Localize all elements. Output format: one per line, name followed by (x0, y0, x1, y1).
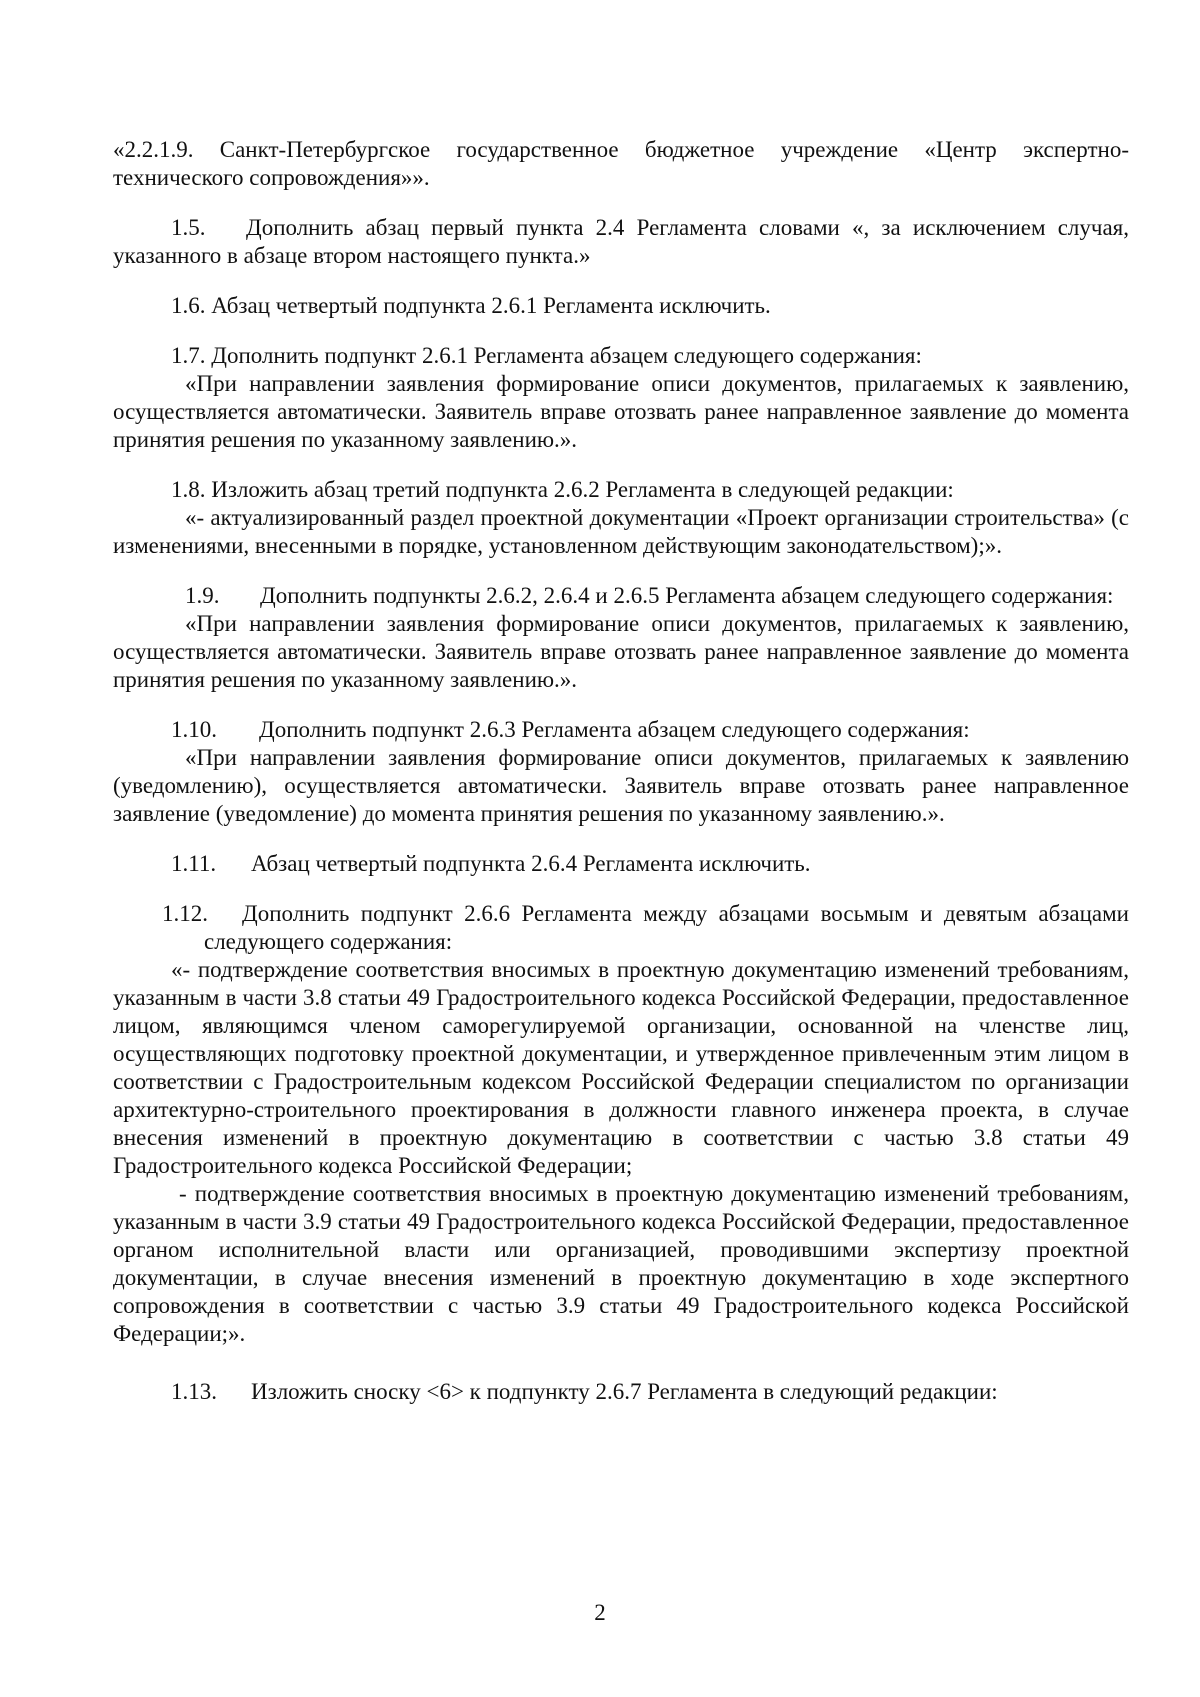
item-1-12-head (113, 900, 1129, 956)
item-text: Изложить сноску <6> к подпункту 2.6.7 Регламента в следующий редакции: (251, 1379, 998, 1404)
item-1-6: 1.6. Абзац четвертый подпункта 2.6.1 Регламента исключить. (171, 293, 771, 318)
item-number: 1.5. (171, 215, 206, 240)
item-1-10-head (113, 716, 1129, 744)
item-text: Дополнить абзац первый пункта 2.4 Регламента словами «, за исключением случая, указанного в абзаце втором настоящего пункта.» (113, 215, 1129, 268)
item-1-9-head (113, 582, 1129, 610)
item-number: 1.12. (162, 901, 208, 926)
item-1-13 (113, 1378, 1129, 1406)
item-1-12-quote-2: - подтверждение соответствия вносимых в проектную документацию изменений требованиям, указанным в части 3.9 статьи 49 Градостроительного кодекса Российской Федерации, предоставленное органом исполнительной власти или организацией, проводившими экспертизу проектной документации, в случае внесения изменений в проектную документацию в ходе экспертного сопровождения в соответствии с частью 3.9 статьи 49 Градостроительного кодекса Российской Федерации;». (113, 1181, 1129, 1346)
item-text: Дополнить подпункт 2.6.6 Регламента между абзацами восьмым и девятым абзацами следующего содержания: (204, 901, 1129, 954)
item-text: Дополнить подпункты 2.6.2, 2.6.4 и 2.6.5 Регламента абзацем следующего содержания: (260, 583, 1114, 608)
item-1-8-head: 1.8. Изложить абзац третий подпункта 2.6.2 Регламента в следующей редакции: (171, 477, 954, 502)
item-number: 1.11. (171, 851, 217, 876)
document-page (113, 136, 1129, 1406)
paragraph-2-2-1-9: «2.2.1.9. Санкт-Петербургское государственное бюджетное учреждение «Центр экспертно-технического сопровождения»». (113, 137, 1129, 190)
item-1-11 (113, 850, 1129, 878)
item-number: 1.10. (171, 717, 217, 742)
item-1-7-head: 1.7. Дополнить подпункт 2.6.1 Регламента абзацем следующего содержания: (171, 343, 922, 368)
page-number: 2 (594, 1600, 606, 1625)
item-1-9-quote: «При направлении заявления формирование описи документов, прилагаемых к заявлению, осуществляется автоматически. Заявитель вправе отозвать ранее направленное заявление до момента принятия решения по указанному заявлению.». (113, 611, 1129, 692)
item-number: 1.13. (171, 1379, 217, 1404)
item-1-8-quote: «- актуализированный раздел проектной документации «Проект организации строительства» (с изменениями, внесенными в порядке, установленном действующим законодательством);». (113, 505, 1129, 558)
item-text: Абзац четвертый подпункта 2.6.4 Регламента исключить. (251, 851, 811, 876)
item-number: 1.9. (185, 583, 220, 608)
item-1-5 (113, 214, 1129, 270)
item-1-12-quote-1: «- подтверждение соответствия вносимых в проектную документацию изменений требованиям, указанным в части 3.8 статьи 49 Градостроительного кодекса Российской Федерации, предоставленное лицом, являющимся членом саморегулируемой организации, основанной на членстве лиц, осуществляющих подготовку проектной документации, и утвержденное привлеченным этим лицом в соответствии с Градостроительным кодексом Российской Федерации специалистом по организации архитектурно-строительного проектирования в должности главного инженера проекта, в случае внесения изменений в проектную документацию в соответствии с частью 3.8 статьи 49 Градостроительного кодекса Российской Федерации; (113, 957, 1129, 1178)
item-1-10-quote: «При направлении заявления формирование описи документов, прилагаемых к заявлению (уведомлению), осуществляется автоматически. Заявитель вправе отозвать ранее направленное заявление (уведомление) до момента принятия решения по указанному заявлению.». (113, 745, 1129, 826)
item-1-7-quote: «При направлении заявления формирование описи документов, прилагаемых к заявлению, осуществляется автоматически. Заявитель вправе отозвать ранее направленное заявление до момента принятия решения по указанному заявлению.». (113, 371, 1129, 452)
item-text: Дополнить подпункт 2.6.3 Регламента абзацем следующего содержания: (259, 717, 970, 742)
